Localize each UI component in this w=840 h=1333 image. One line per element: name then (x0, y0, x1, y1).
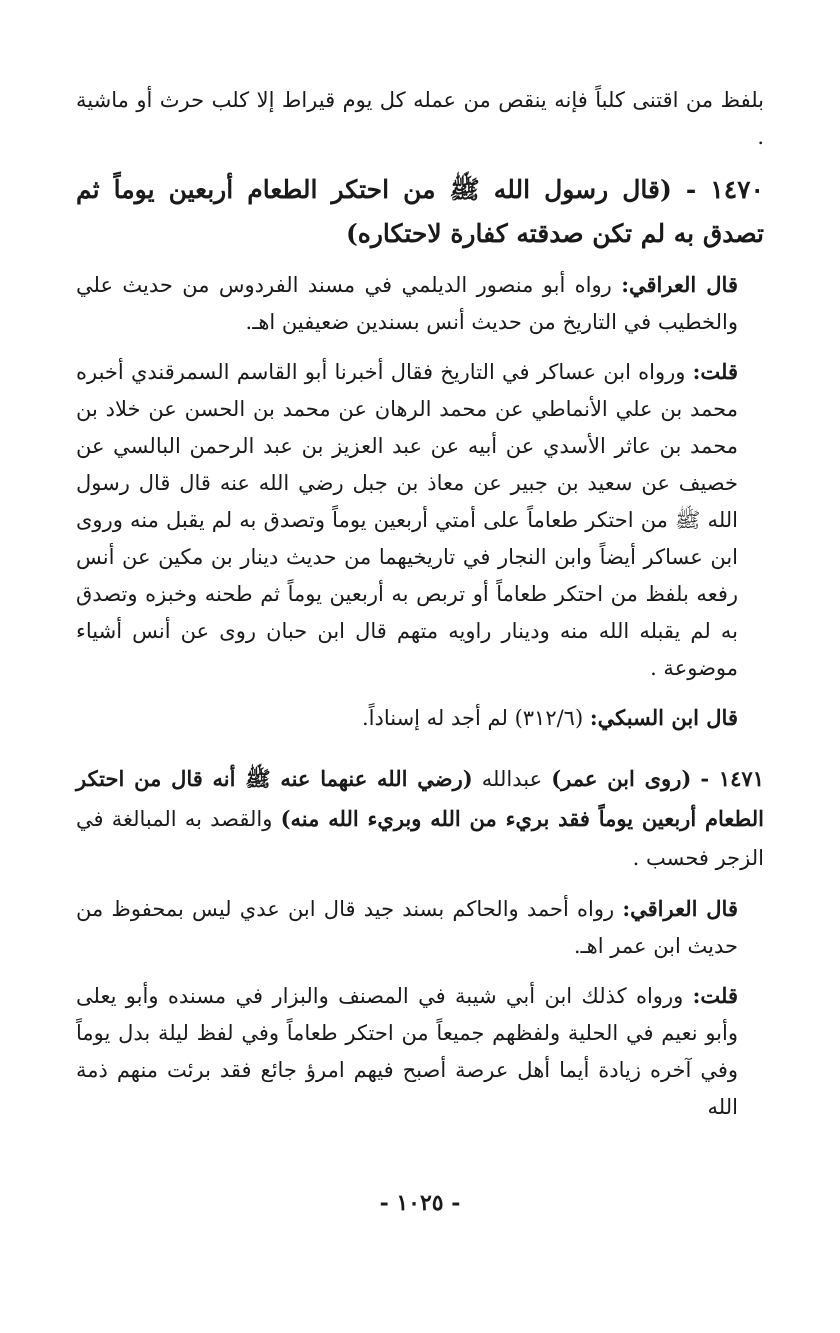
qultu-1471-paragraph (76, 977, 764, 1126)
subki-1470-paragraph (76, 699, 764, 737)
qultu-1470-label: قلت: (692, 359, 738, 384)
hadith-1471-narrator: (روى ابن عمر) (551, 766, 692, 791)
hadith-1470-heading (76, 168, 764, 256)
document-page (76, 82, 764, 1126)
iraqi-1470-label: قال العراقي: (621, 272, 738, 297)
hadith-1470-text: (قال رسول الله ﷺ من احتكر الطعام أربعين يوماً ثم تصدق به لم تكن صدقته كفارة لاحتكاره) (76, 175, 764, 248)
continuation-paragraph: بلفظ من اقتنى كلباً فإنه ينقص من عمله كل يوم قيراط إلا كلب حرث أو ماشية . (76, 88, 764, 149)
hadith-1470-number: ١٤٧٠ - (685, 175, 764, 204)
qultu-1471-label: قلت: (692, 983, 738, 1008)
hadith-1471-text-bold: (رضي الله عنهما عنه ﷺ أنه قال من احتكر الطعام أربعين يوماً فقد بريء من الله وبريء الله منه) (76, 766, 764, 831)
iraqi-1470-paragraph (76, 266, 764, 341)
iraqi-1470-text: رواه أبو منصور الديلمي في مسند الفردوس من حديث علي والخطيب في التاريخ من حديث أنس بسندين ضعيفين اهـ. (76, 273, 738, 334)
subki-1470-label: قال ابن السبكي: (589, 705, 738, 730)
hadith-1471-heading (76, 759, 764, 878)
qultu-1470-text: ورواه ابن عساكر في التاريخ فقال أخبرنا أبو القاسم السمرقندي أخبره محمد بن علي الأنماطي عن محمد الرهان عن محمد بن الحسن عن خلاد بن محمد بن عاثر الأسدي عن أبيه عن عبد العزيز بن عبد الرحمن البالسي عن خصيف عن سعيد بن جبير عن معاذ بن جبل رضي الله عنه قال قال رسول الله ﷺ من احتكر طعاماً على أمتي أربعين يوماً وتصدق به لم يقبل منه وروى ابن عساكر أيضاً وابن النجار في تاريخيهما من حديث دينار بن مكين عن أنس رفعه بلفظ من احتكر طعاماً أو تربص به أربعين يوماً ثم طحنه وخبزه وتصدق به لم يقبله الله منه ودينار راويه متهم قال ابن حبان روى عن أنس أشياء موضوعة . (76, 360, 738, 680)
hadith-1471-name: عبدالله (481, 767, 543, 791)
iraqi-1471-paragraph (76, 890, 764, 965)
page-number: - ١٠٢٥ - (379, 1190, 461, 1216)
iraqi-1471-text: رواه أحمد والحاكم بسند جيد قال ابن عدي ليس بمحفوظ من حديث ابن عمر اهـ. (76, 897, 738, 958)
hadith-1471-number: ١٤٧١ - (700, 766, 764, 791)
subki-1470-text: (٣١٢/٦) لم أجد له إسناداً. (361, 706, 584, 730)
qultu-1470-paragraph (76, 353, 764, 687)
qultu-1471-text: ورواه كذلك ابن أبي شيبة في المصنف والبزار في مسنده وأبو يعلى وأبو نعيم في الحلية ولفظهم جميعاً من احتكر طعاماً وفي لفظ ليلة بدل يوماً وفي آخره زيادة أيما أهل عرصة أصبح فيهم امرؤ جائع فقد برئت منهم ذمة الله (76, 984, 738, 1119)
hadith-1471-text-rest: والقصد به المبالغة في الزجر فحسب . (76, 807, 764, 870)
iraqi-1471-label: قال العراقي: (622, 896, 738, 921)
